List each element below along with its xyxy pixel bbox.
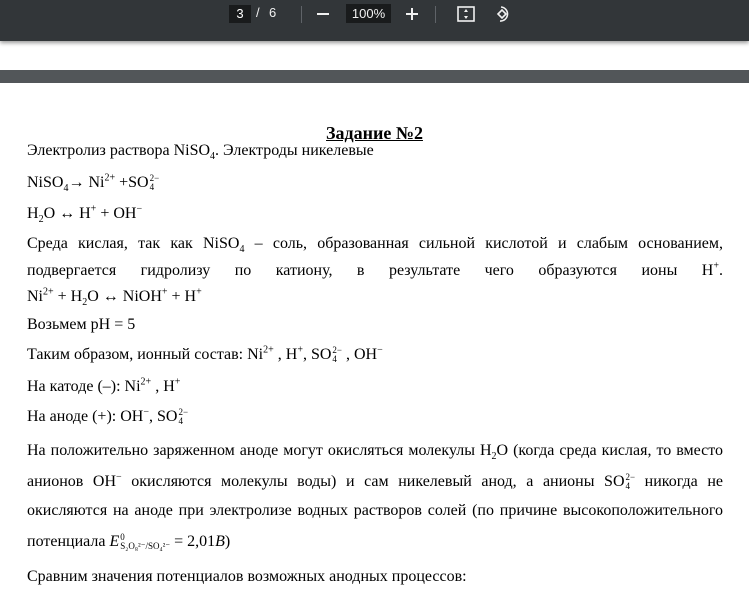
text-line xyxy=(27,286,723,309)
text-line xyxy=(27,142,723,163)
text-line xyxy=(27,316,723,334)
text-line xyxy=(27,203,723,226)
text-segment: B xyxy=(215,533,225,550)
text-segment: потенциала xyxy=(27,533,110,550)
text-segment: + H xyxy=(53,288,83,305)
text-segment: 2− 4 xyxy=(625,472,636,492)
text-segment: − xyxy=(116,471,122,483)
text-segment: 4 xyxy=(210,151,216,163)
text-segment: 2+ xyxy=(140,376,152,388)
text-segment: = 2,01 xyxy=(170,533,216,550)
text-segment: O ↔ H xyxy=(43,205,91,222)
text-segment: + H xyxy=(167,288,197,305)
text-segment: 2− 4 xyxy=(178,407,189,427)
text-segment: − xyxy=(377,344,383,356)
zoom-level-input[interactable]: 100% xyxy=(346,4,391,23)
text-segment: 2+ xyxy=(104,172,116,184)
text-line xyxy=(27,442,724,463)
text-line xyxy=(27,533,723,551)
text-segment: 2 xyxy=(491,451,497,463)
text-segment: 2+ xyxy=(43,286,54,298)
text-segment: − xyxy=(136,203,143,215)
text-segment: , SO xyxy=(302,346,332,363)
text-segment: 2− 4 xyxy=(332,345,342,365)
text-segment: , OH xyxy=(342,346,378,363)
text-segment: 4 xyxy=(63,183,69,195)
text-segment: , H xyxy=(273,346,298,363)
text-segment: Электролиз раствора NiSO xyxy=(27,142,211,159)
text-segment: + xyxy=(161,286,168,298)
text-segment: 2− 4 xyxy=(149,173,160,193)
text-segment: + xyxy=(174,376,181,388)
divider xyxy=(435,6,436,23)
text-segment: , H xyxy=(151,378,175,395)
minus-icon xyxy=(316,7,330,21)
text-segment: Таким образом, ионный состав: Ni xyxy=(27,346,264,363)
divider xyxy=(301,6,302,23)
text-line xyxy=(27,346,723,364)
text-segment: окисляются молекулы воды) и сам никелевый анод, а анионы SO xyxy=(121,473,625,490)
text-line xyxy=(27,408,723,426)
text-line xyxy=(27,502,723,520)
text-line xyxy=(27,473,723,491)
text-segment: Возьмем pH = 5 xyxy=(27,316,136,333)
text-segment: +SO xyxy=(115,174,149,191)
text-line xyxy=(27,378,723,396)
pdf-toolbar xyxy=(0,0,749,41)
text-segment: NiSO xyxy=(27,174,64,191)
text-segment: + xyxy=(297,344,303,356)
text-segment: 2 xyxy=(82,297,88,309)
fit-page-button[interactable] xyxy=(455,3,477,25)
text-segment: O (когда среда кислая, то вместо xyxy=(496,442,724,459)
text-segment: подвергается гидролизу по катиону, в результате чего образуются ионы H xyxy=(27,262,714,279)
text-segment: 2+ xyxy=(263,344,274,356)
text-segment: + xyxy=(713,260,719,272)
text-segment: никогда не xyxy=(635,473,724,490)
text-segment: − xyxy=(143,406,149,418)
text-segment: анионов OH xyxy=(27,473,117,490)
text-segment: H xyxy=(27,205,39,222)
text-segment: Ni xyxy=(27,288,43,305)
text-segment: 2 xyxy=(38,214,44,226)
text-segment: ) xyxy=(224,533,231,550)
rotate-icon xyxy=(493,5,511,23)
text-segment: . xyxy=(719,262,723,279)
previous-page-bottom xyxy=(0,41,749,70)
page-separator: / xyxy=(256,5,260,20)
text-line xyxy=(27,172,723,195)
zoom-in-button[interactable] xyxy=(401,3,423,25)
zoom-out-button[interactable] xyxy=(312,3,334,25)
text-segment: На катоде (–): Ni xyxy=(27,378,141,395)
total-pages: 6 xyxy=(269,5,277,20)
text-line xyxy=(27,568,723,586)
text-segment: O ↔ NiOH xyxy=(87,288,162,305)
text-segment: + xyxy=(90,203,97,215)
page-number-input[interactable]: 3 xyxy=(229,5,251,23)
text-segment: → Ni xyxy=(68,174,105,191)
pdf-page xyxy=(0,83,749,607)
page-title: Задание №2 xyxy=(326,123,423,143)
rotate-button[interactable] xyxy=(491,3,513,25)
text-segment: E xyxy=(109,533,120,550)
text-segment: 4 xyxy=(239,244,245,256)
text-segment: Среда кислая, так как NiSO xyxy=(27,235,240,252)
plus-icon xyxy=(405,7,419,21)
text-segment: Сравним значения потенциалов возможных анодных процессов: xyxy=(27,568,467,585)
text-segment: , SO xyxy=(148,408,178,425)
text-segment: На аноде (+): OH xyxy=(27,408,144,425)
text-segment: + xyxy=(196,286,202,298)
text-segment: . Электроды никелевые xyxy=(215,142,374,159)
text-segment: – соль, образованная сильной кислотой и слабым основанием, xyxy=(244,235,724,252)
text-segment: 0 S₂O₈²⁻/SO₄²⁻ xyxy=(120,532,171,552)
text-segment: На положительно заряженном аноде могут окисляться молекулы H xyxy=(27,442,492,459)
text-segment: + OH xyxy=(96,205,137,222)
text-segment: окисляются на аноде при электролизе водных растворов солей (по причине высокоположительного xyxy=(27,502,723,519)
fit-to-page-icon xyxy=(457,6,475,22)
text-line xyxy=(27,262,723,280)
text-line xyxy=(27,235,724,256)
